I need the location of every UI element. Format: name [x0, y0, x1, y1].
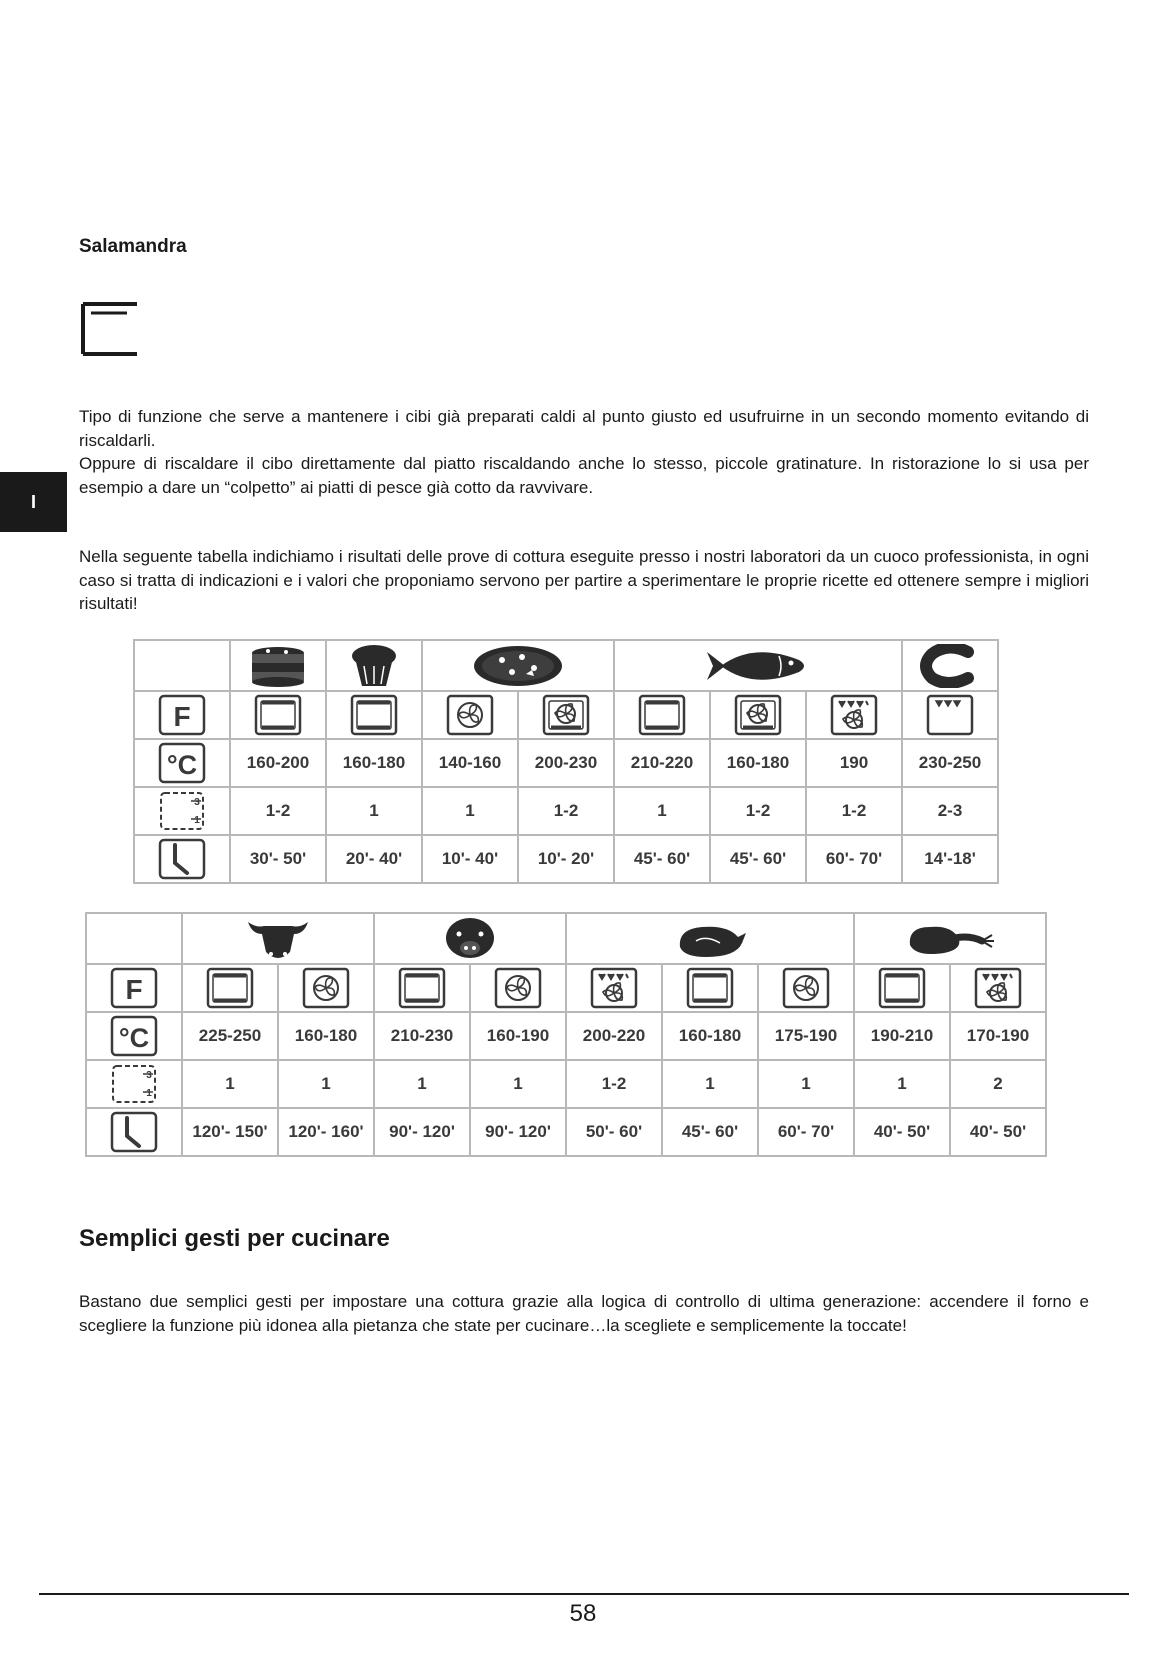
static-oven-icon [230, 691, 326, 739]
temperature-cell: 140-160 [422, 739, 518, 787]
time-cell: 14'-18' [902, 835, 998, 883]
time-cell: 45'- 60' [662, 1108, 758, 1156]
fan-bottom-oven-icon [710, 691, 806, 739]
level-cell: 1 [278, 1060, 374, 1108]
temperature-cell: 190-210 [854, 1012, 950, 1060]
time-cell: 30'- 50' [230, 835, 326, 883]
temperature-header-icon [134, 739, 230, 787]
level-mark-bottom: 1 [146, 1088, 152, 1099]
description-line-2: Oppure di riscaldare il cibo direttamente dal piatto riscaldando anche lo stesso, piccole gratinature. In ristorazione lo si usa per esempio a dare un “colpetto” ai piatti di pesce già cotto da ravvivare. [79, 454, 1089, 497]
cake-icon [230, 640, 326, 691]
corner-cell [134, 640, 230, 691]
grill-oven-icon [902, 691, 998, 739]
function-header-icon [134, 691, 230, 739]
temperature-cell: 160-180 [710, 739, 806, 787]
temperature-header-symbol: °C [166, 750, 198, 780]
temperature-header-symbol: °C [118, 1023, 150, 1053]
fan-grill-oven-icon [950, 964, 1046, 1012]
level-cell: 1 [758, 1060, 854, 1108]
level-cell: 1-2 [518, 787, 614, 835]
temperature-cell: 225-250 [182, 1012, 278, 1060]
temperature-cell: 190 [806, 739, 902, 787]
clock-icon [86, 1108, 182, 1156]
temperature-cell: 160-180 [326, 739, 422, 787]
level-cell: 1 [614, 787, 710, 835]
level-cell: 1-2 [566, 1060, 662, 1108]
salamander-function-icon [79, 300, 141, 360]
time-cell: 120'- 150' [182, 1108, 278, 1156]
fan-oven-icon [278, 964, 374, 1012]
function-header-icon [86, 964, 182, 1012]
subtitle: Semplici gesti per cucinare [79, 1225, 390, 1252]
static-oven-icon [854, 964, 950, 1012]
temperature-cell: 160-190 [470, 1012, 566, 1060]
fan-oven-icon [470, 964, 566, 1012]
muffin-icon [326, 640, 422, 691]
footer-divider [39, 1593, 1129, 1595]
level-cell: 1 [662, 1060, 758, 1108]
level-cell: 1-2 [710, 787, 806, 835]
time-cell: 60'- 70' [758, 1108, 854, 1156]
closing-paragraph: Bastano due semplici gesti per impostare una cottura grazie alla logica di controllo di ultima generazione: accendere il forno e scegliere la funzione più idonea alla pietanza che state per cucinare…la scegliete e semplicemente la toccate! [79, 1292, 1089, 1335]
level-cell: 1 [422, 787, 518, 835]
pizza-icon [422, 640, 614, 691]
time-cell: 90'- 120' [374, 1108, 470, 1156]
shelf-level-icon [134, 787, 230, 835]
language-tab: I [0, 472, 67, 532]
fish-icon [614, 640, 902, 691]
level-cell: 1 [326, 787, 422, 835]
description-paragraph [79, 405, 1089, 499]
temperature-cell: 160-200 [230, 739, 326, 787]
temperature-cell: 175-190 [758, 1012, 854, 1060]
time-cell: 20'- 40' [326, 835, 422, 883]
level-cell: 2 [950, 1060, 1046, 1108]
level-cell: 2-3 [902, 787, 998, 835]
time-cell: 10'- 20' [518, 835, 614, 883]
temperature-cell: 230-250 [902, 739, 998, 787]
time-cell: 50'- 60' [566, 1108, 662, 1156]
section-title: Salamandra [79, 236, 187, 257]
cooking-table-2 [85, 912, 1047, 1157]
temperature-cell: 200-230 [518, 739, 614, 787]
intro-paragraph: Nella seguente tabella indichiamo i risultati delle prove di cottura eseguite presso i nostri laboratori da un cuoco professionista, in ogni caso si tratta di indicazioni e i valori che proponiamo servono per partire a sperimentare le proprie ricette ed ottenere sempre i migliori risultati! [79, 547, 1089, 613]
temperature-cell: 170-190 [950, 1012, 1046, 1060]
static-oven-icon [374, 964, 470, 1012]
temperature-cell: 160-180 [278, 1012, 374, 1060]
time-cell: 120'- 160' [278, 1108, 374, 1156]
temperature-cell: 160-180 [662, 1012, 758, 1060]
level-mark-bottom: 1 [194, 815, 200, 826]
function-header-letter: F [173, 701, 191, 732]
page-number: 58 [569, 1600, 597, 1627]
time-cell: 40'- 50' [854, 1108, 950, 1156]
static-oven-icon [182, 964, 278, 1012]
shelf-level-icon [86, 1060, 182, 1108]
static-oven-icon [326, 691, 422, 739]
pork-icon [374, 913, 566, 964]
corner-cell [86, 913, 182, 964]
fan-bottom-oven-icon [518, 691, 614, 739]
static-oven-icon [614, 691, 710, 739]
level-mark-top: 3 [194, 797, 200, 808]
level-cell: 1-2 [806, 787, 902, 835]
time-cell: 90'- 120' [470, 1108, 566, 1156]
time-cell: 45'- 60' [710, 835, 806, 883]
fan-oven-icon [758, 964, 854, 1012]
fan-oven-icon [422, 691, 518, 739]
level-cell: 1 [182, 1060, 278, 1108]
level-mark-top: 3 [146, 1070, 152, 1081]
time-cell: 10'- 40' [422, 835, 518, 883]
duck-icon [854, 913, 1046, 964]
level-cell: 1 [374, 1060, 470, 1108]
level-cell: 1 [854, 1060, 950, 1108]
fan-grill-oven-icon [566, 964, 662, 1012]
temperature-cell: 210-220 [614, 739, 710, 787]
time-cell: 60'- 70' [806, 835, 902, 883]
cooking-table-1 [133, 639, 999, 884]
description-line-1: Tipo di funzione che serve a mantenere i cibi già preparati caldi al punto giusto ed usufruirne in un secondo momento evitando di riscaldarli. [79, 407, 1089, 450]
temperature-cell: 210-230 [374, 1012, 470, 1060]
chicken-icon [566, 913, 854, 964]
temperature-cell: 200-220 [566, 1012, 662, 1060]
sausage-icon [902, 640, 998, 691]
level-cell: 1 [470, 1060, 566, 1108]
function-header-letter: F [125, 974, 143, 1005]
temperature-header-icon [86, 1012, 182, 1060]
static-oven-icon [662, 964, 758, 1012]
time-cell: 40'- 50' [950, 1108, 1046, 1156]
clock-icon [134, 835, 230, 883]
time-cell: 45'- 60' [614, 835, 710, 883]
level-cell: 1-2 [230, 787, 326, 835]
beef-icon [182, 913, 374, 964]
fan-grill-oven-icon [806, 691, 902, 739]
